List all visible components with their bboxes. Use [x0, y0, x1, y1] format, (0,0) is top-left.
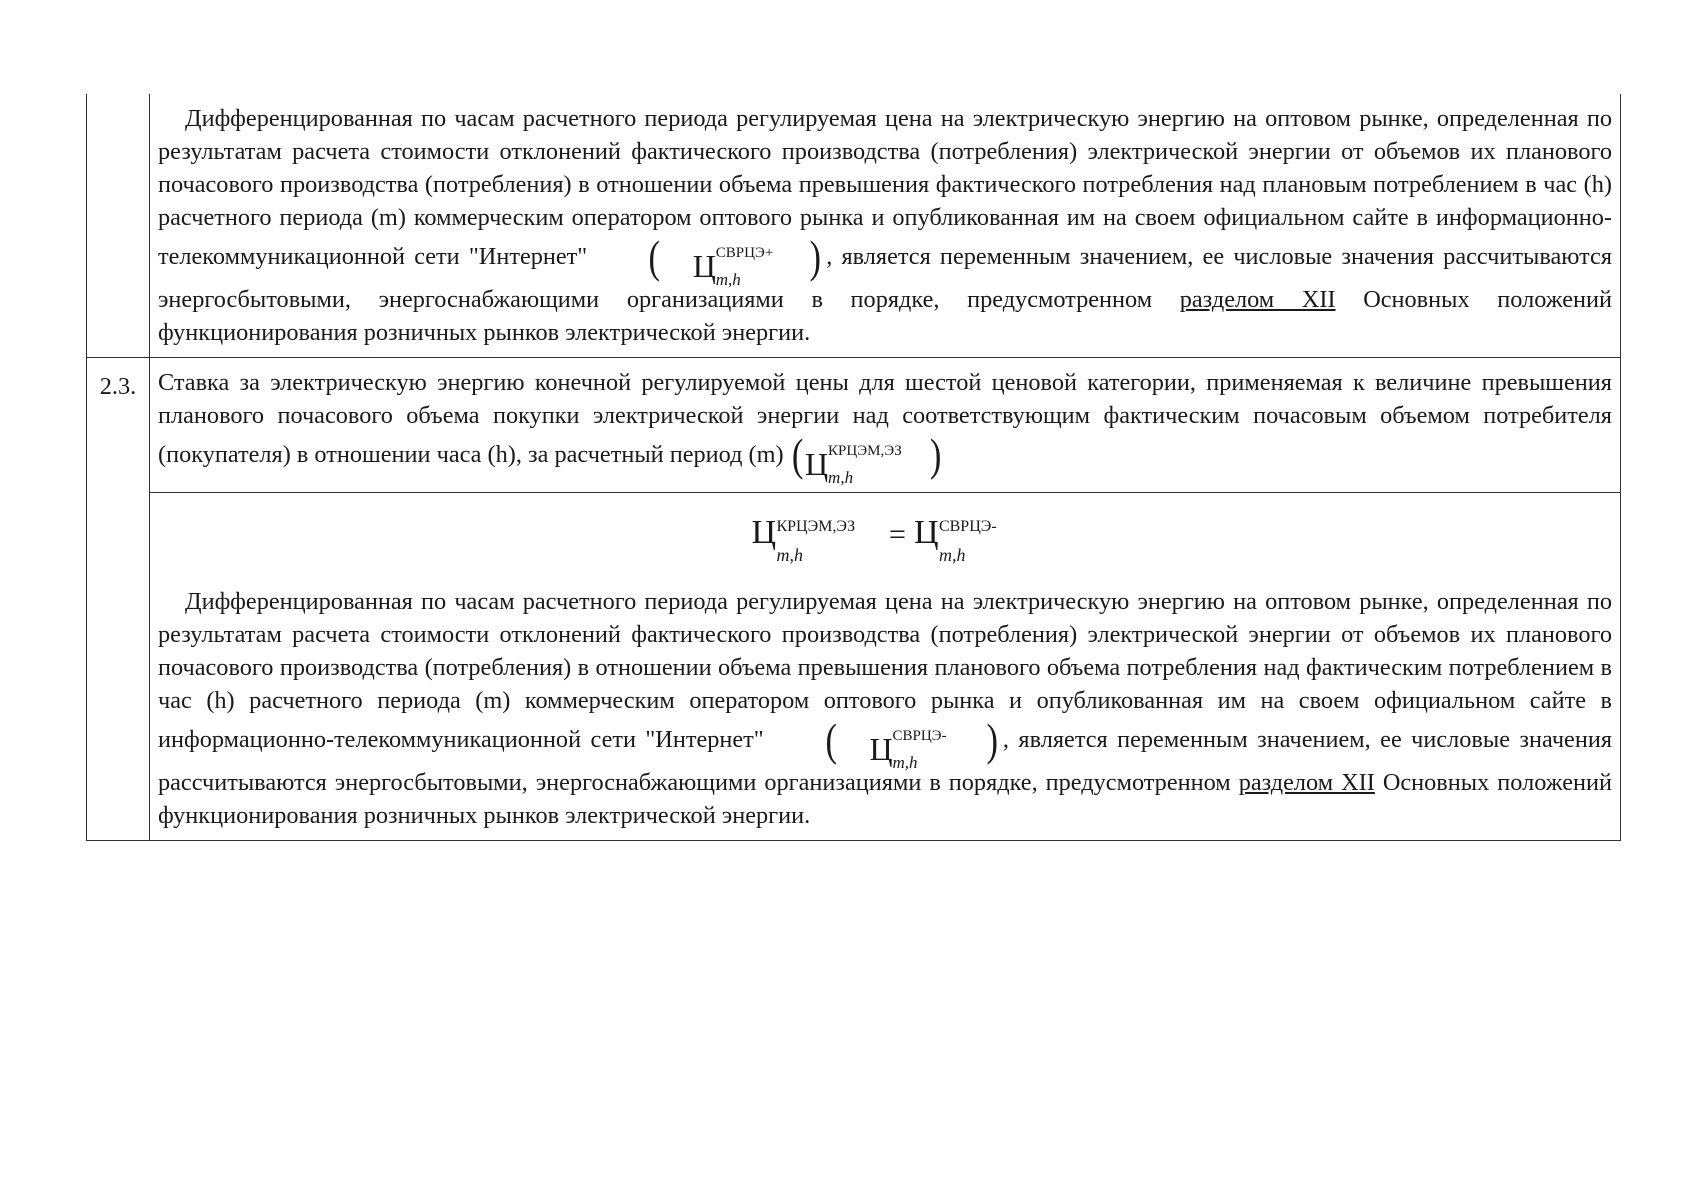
price-symbol: (Ц КРЦЭМ,ЭЗ m,h ) — [791, 428, 942, 487]
table-row — [87, 94, 1621, 357]
paragraph-text: , является переменным значением, ее числовые значения рассчитываются энергосбытовыми, энергоснабжающими организациями в порядке, предусмотренном — [158, 242, 1612, 313]
tariff-table — [86, 94, 1621, 841]
table-cell — [150, 357, 1621, 493]
paragraph-text: Основных положений функционирования розничных рынков электрической энергии. — [158, 768, 1613, 829]
rate-title: Ставка за электрическую энергию конечной регулируемой цены для шестой ценовой категории, применяемая к величине превышения планового почасового объема покупки электрической энергии над соответствующим фактическим почасовым объемом потребителя (покупателя) в отношении часа (h), за расчетный период (m) (Ц КРЦЭМ,ЭЗ m,h ) — [158, 368, 1612, 487]
paragraph-text: Основных положений функционирования розничных рынков электрической энергии. — [158, 285, 1613, 346]
paragraph-text: Дифференцированная по часам расчетного периода регулируемая цена на электрическую энергию на оптовом рынке, определенная по результатам расчета стоимости отклонений фактического производства (потребления) электрической энергии от объемов их планового почасового производства (потребления) в отношении объема превышения планового объема потребления над фактическим потреблением в час (h) расчетного периода (m) коммерческим оператором оптового рынка и опубликованная им на своем официальном сайте в информационно-телекоммуникационной сети "Интернет" — [158, 588, 1612, 753]
paragraph-text: , является переменным значением, ее числовые значения рассчитываются энергосбытовыми, энергоснабжающими организациями в порядке, предусмотренном — [158, 725, 1613, 796]
table-cell — [150, 493, 1621, 841]
paragraph-text: Дифференцированная по часам расчетного периода регулируемая цена на электрическую энергию на оптовом рынке, определенная по результатам расчета стоимости отклонений фактического производства (потребления) электрической энергии от объемов их планового почасового производства (потребления) в отношении объема превышения фактического потребления над плановым потреблением в час (h) расчетного периода (m) коммерческим оператором оптового рынка и опубликованная им на своем официальном сайте в информационно-телекоммуникационной сети "Интернет" — [158, 105, 1612, 270]
paragraph-svrce-minus — [158, 585, 1612, 832]
section-link[interactable]: разделом XII — [1179, 285, 1336, 313]
row-number: 2.3. — [87, 357, 150, 840]
table-row — [87, 493, 1621, 841]
section-link[interactable]: разделом XII — [1238, 768, 1375, 796]
row-number-empty — [87, 94, 150, 357]
table-row — [87, 357, 1621, 493]
price-symbol: ( Ц СВРЦЭ+ m,h ) — [648, 231, 821, 290]
price-symbol: ( Ц СВРЦЭ- m,h ) — [825, 714, 998, 773]
paragraph-svrce-plus — [158, 102, 1612, 349]
table-cell — [150, 94, 1621, 357]
formula: Ц КРЦЭМ,ЭЗ m,h = Ц СВРЦЭ- m,h — [751, 514, 997, 566]
